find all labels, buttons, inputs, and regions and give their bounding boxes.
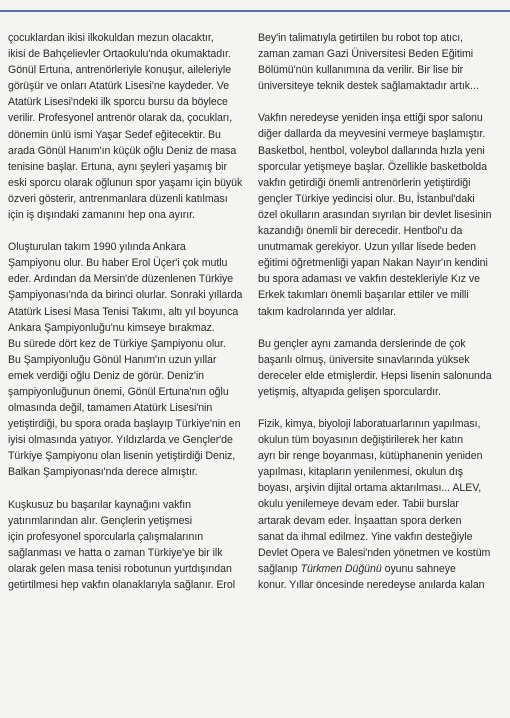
text-line: boyası, arşivin dijital ortama aktarılması... ALEV, <box>258 482 482 495</box>
right-paragraph <box>258 416 496 593</box>
text-line: eğitimi öğretmenliği yapan Nakan Nayır'ın kendini <box>258 257 488 270</box>
text-line: Ankara Şampiyonluğu'nu kimseye bırakmaz. <box>8 321 215 334</box>
text-line: Şampiyonu olur. Bu haber Erol Üçer'i çok mutlu <box>8 257 228 270</box>
text-line: vakfın getirdiği önemli antrenörlerin yetiştirdiği <box>258 176 471 189</box>
text-line: özveri gösterir, antrenmanlara düzenli katılması <box>8 192 228 205</box>
text-line: sağlanması ve hatta o zaman Türkiye'ye bir ilk <box>8 546 223 559</box>
text-line: diğer dallarda da meyvesini vermeye başlamıştır. <box>258 128 486 141</box>
text-line: için iş dışındaki zamanını hep ona ayırır. <box>8 209 195 222</box>
header-rule <box>0 10 510 12</box>
right-paragraph <box>258 110 496 319</box>
text-line: Basketbol, hentbol, voleybol dallarında hızla yeni <box>258 144 485 157</box>
text-line: başarılı olmuş, üniversite sınavlarında yüksek <box>258 353 470 366</box>
text-line: ayrı bir renge boyanması, kütüphanenin yeniden <box>258 450 483 463</box>
text-line: bu spora adaması ve vakfın destekleriyle Kız ve <box>258 273 480 286</box>
text-line: sanat da ihmal edilmez. Yine vakfın desteğiyle <box>258 530 473 543</box>
text-line: Şampiyonası'nda da birinci olurlar. Sonraki yıllarda <box>8 289 243 302</box>
right-paragraph <box>258 336 496 400</box>
text-line: yetişmiş, altyapıda gelişen sporculardır. <box>258 385 441 398</box>
text-line: emek verdiği oğlu Deniz de görür. Deniz'in <box>8 369 205 382</box>
text-line: şampiyonluğunun önemi, Gönül Ertuna'nın oğlu <box>8 385 229 398</box>
text-line: Türkiye Şampiyonu olan lisenin yetiştirdiği Deniz, <box>8 450 236 463</box>
text-line: okulu yenilemeye devam eder. Tabii burslar <box>258 498 459 511</box>
text-line: Kuşkusuz bu başarılar kaynağını vakfın <box>8 498 192 511</box>
text-line: getirtilmesi hep vakfın olanaklarıyla sağlanır. Erol <box>8 579 236 591</box>
text-line: üniversiteye teknik destek sağlamaktadır artık... <box>258 80 479 93</box>
text-line: dönemin ünlü ismi Yaşar Sedef eğitecektir. Bu <box>8 128 221 141</box>
text-line: takım kadrolarında yer aldılar. <box>258 305 396 318</box>
text-line: yapılması, kitapların yenilenmesi, okulun dış <box>258 466 464 479</box>
right-paragraph <box>258 30 496 94</box>
text-line: olmasında değil, tamamen Atatürk Lisesi'nin <box>8 402 213 415</box>
text-line: verilir. Profesyonel antrenör olarak da, çocukları, <box>8 112 233 125</box>
text-line: kazandığı önemli bir derecedir. Hentbol'u da <box>258 225 463 238</box>
text-line: dereceler elde etmişlerdir. Hepsi lisenin salonunda <box>258 369 492 382</box>
text-line: unutmamak gerekiyor. Uzun yıllar lisede beden <box>258 241 476 254</box>
text-line: yetiştirdiği, bu spora orada başlayıp Türkiye'nin en <box>8 418 241 431</box>
text-line: Devlet Opera ve Balesi'nden yönetmen ve kostüm <box>258 546 491 559</box>
text-line: eski sporcu olarak oğlunun spor yaşamı için büyük <box>8 176 243 189</box>
text-line: Bey'in talimatıyla getirtilen bu robot top atıcı, <box>258 32 464 44</box>
text-line: Erkek takımları önemli başarılar ettiler ve milli <box>258 289 469 302</box>
text-line: Bu sürede dört kez de Türkiye Şampiyonu olur. <box>8 337 226 350</box>
text-line: Bu Şampiyonluğu Gönül Hanım'ın uzun yıllar <box>8 353 217 366</box>
text-line: Vakfın neredeyse yeniden inşa ettiği spor salonu <box>258 112 483 125</box>
text-line: eder. Ardından da Mersin'de düzenlenen Türkiye <box>8 273 234 286</box>
left-paragraph <box>8 239 246 480</box>
text-line: Bu gençler aynı zamanda derslerinde de çok <box>258 337 466 350</box>
text-line: gençler Türkiye yedincisi olur. Bu, İstanbul'daki <box>258 192 475 205</box>
text-line: Atatürk Lisesi'ndeki ilk sporcu bursu da böylece <box>8 96 228 109</box>
play-title: Türkmen Düğünü <box>300 562 382 575</box>
text-line: konur. Yıllar öncesinde neredeyse anılarda kalan <box>258 578 485 591</box>
text-line: özel okulların arasından sıyrılan bir devlet lisesinin <box>258 208 492 221</box>
text-line: arada Gönül Hanım'ın küçük oğlu Deniz de masa <box>8 144 237 157</box>
text-line: artarak devam eder. İnşaattan spora derken <box>258 514 462 527</box>
left-column <box>8 30 246 609</box>
left-paragraph <box>8 497 246 594</box>
text-line: için profesyonel sporcularla çalışmalarının <box>8 530 204 543</box>
text-line: Gönül Ertuna, antrenörleriyle konuşur, aileleriyle <box>8 64 232 77</box>
left-paragraph <box>8 30 246 223</box>
text-line: iyisi olmasında yatıyor. Yıldızlarda ve Gençler'de <box>8 434 233 447</box>
text-line: okulun tüm boyasının değiştirilerek her katın <box>258 434 464 447</box>
text-line: sporcular yetişmeye başlar. Özellikle basketbolda <box>258 160 487 173</box>
text-line: Bölümü'nün kullanımına da verilir. Bir lise bir <box>258 64 464 77</box>
text-line: yatırımlarından alır. Gençlerin yetişmesi <box>8 514 192 527</box>
text-line: zaman zaman Gazi Üniversitesi Beden Eğitimi <box>258 48 474 61</box>
text-line: Atatürk Lisesi Masa Tenisi Takımı, altı yıl boyunca <box>8 305 239 318</box>
text-line: ikisi de Bahçelievler Ortaokulu'nda okumaktadır. <box>8 48 231 61</box>
text-line: çocuklardan ikisi ilkokuldan mezun olacaktır, <box>8 32 214 44</box>
play-title-suffix: oyunu sahneye <box>381 562 456 575</box>
text-line: olarak gelen masa tenisi robotunun yurtdışından <box>8 562 232 575</box>
right-column <box>258 30 496 609</box>
text-line: görüşür ve onları Atatürk Lisesi'ne kaydeder. Ve <box>8 80 230 93</box>
text-line: Balkan Şampiyonası'nda derece almıştır. <box>8 466 198 479</box>
text-line: tenisine başlar. Ertuna, aynı şeyleri yaşamış bir <box>8 160 227 173</box>
text-line: sağlanıp Türkmen Düğünü oyunu sahneye <box>258 562 456 575</box>
text-line: Oluşturulan takım 1990 yılında Ankara <box>8 241 186 254</box>
text-line: Fizik, kimya, biyoloji laboratuarlarının yapılması, <box>258 417 481 430</box>
